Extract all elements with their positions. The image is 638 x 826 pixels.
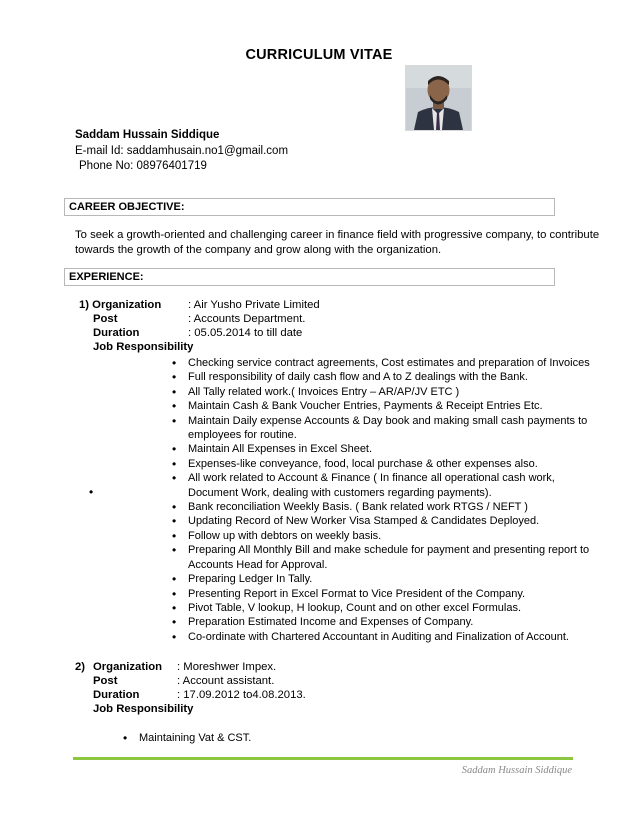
objective-text-line-1: To seek a growth-oriented and challenging career in finance field with progressive company, to contribute	[75, 229, 600, 241]
list-item: • All Tally related work.( Invoices Entry – AR/AP/JV ETC )	[170, 385, 590, 399]
list-item: • Expenses-like conveyance, food, local purchase & other expenses also.	[170, 457, 590, 471]
list-item: • Preparing All Monthly Bill and make schedule for payment and presenting report to Accounts Head for Approval.	[170, 543, 590, 572]
footer-name: Saddam Hussain Siddique	[461, 765, 572, 776]
job2-duration-value: : 17.09.2012 to4.08.2013.	[177, 689, 306, 701]
job1-duration-value: : 05.05.2014 to till date	[188, 327, 303, 339]
list-item: • Maintain All Expenses in Excel Sheet.	[170, 442, 590, 456]
list-item: • Maintain Daily expense Accounts & Day book and making small cash payments to employees for routine.	[170, 414, 590, 443]
job2-organization-value: : Moreshwer Impex.	[177, 661, 277, 673]
job1-organization-value: : Air Yusho Private Limited	[188, 299, 320, 311]
job1-organization-label: 1) Organization	[79, 299, 162, 311]
career-objective-header	[64, 198, 555, 216]
email-line: E-mail Id: saddamhusain.no1@gmail.com	[75, 145, 289, 157]
job1-post-label: Post	[93, 313, 118, 325]
job2-responsibility-list	[121, 731, 421, 745]
experience-header	[64, 268, 555, 286]
list-item: • Follow up with debtors on weekly basis.	[170, 529, 590, 543]
list-item: • Preparation Estimated Income and Expenses of Company.	[170, 615, 590, 629]
profile-photo-image	[406, 66, 471, 130]
job1-post-value: : Accounts Department.	[188, 313, 306, 325]
list-item: • Updating Record of New Worker Visa Stamped & Candidates Deployed.	[170, 514, 590, 528]
list-item: • Maintain Cash & Bank Voucher Entries, Payments & Receipt Entries Etc.	[170, 399, 590, 413]
list-item: • Bank reconciliation Weekly Basis. ( Bank related work RTGS / NEFT )	[170, 500, 590, 514]
profile-photo	[405, 65, 472, 131]
list-item: • Preparing Ledger In Tally.	[170, 572, 590, 586]
job2-responsibility-label: Job Responsibility	[93, 703, 194, 715]
job2-number: 2)	[75, 661, 86, 673]
job1-duration-label: Duration	[93, 327, 140, 339]
list-item: • All work related to Account & Finance ( In finance all operational cash work, Document Work, dealing with customers regarding payments).	[170, 471, 590, 500]
list-item: • Full responsibility of daily cash flow and A to Z dealings with the Bank.	[170, 370, 590, 384]
career-objective-heading: CAREER OBJECTIVE:	[69, 201, 185, 213]
phone-line: Phone No: 08976401719	[79, 160, 207, 172]
list-item: • Checking service contract agreements, Cost estimates and preparation of Invoices	[170, 356, 590, 370]
list-item: • Co-ordinate with Chartered Accountant in Auditing and Finalization of Account.	[170, 630, 590, 644]
page-title: CURRICULUM VITAE	[245, 47, 393, 63]
experience-heading: EXPERIENCE:	[69, 271, 144, 283]
list-item: • Pivot Table, V lookup, H lookup, Count and on other excel Formulas.	[170, 601, 590, 615]
list-item: • Maintaining Vat & CST.	[121, 731, 421, 745]
list-item: • Presenting Report in Excel Format to Vice President of the Company.	[170, 587, 590, 601]
job1-responsibility-list	[170, 356, 590, 644]
job2-duration-label: Duration	[93, 689, 140, 701]
objective-text-line-2: towards the growth of the company and grow along with the organization.	[75, 244, 442, 256]
job2-post-label: Post	[93, 675, 118, 687]
footer-rule	[73, 757, 573, 760]
job1-responsibility-label: Job Responsibility	[93, 341, 194, 353]
stray-bullet: •	[89, 485, 94, 499]
job2-organization-label: Organization	[93, 661, 163, 673]
candidate-name: Saddam Hussain Siddique	[75, 129, 220, 141]
job2-post-value: : Account assistant.	[177, 675, 275, 687]
